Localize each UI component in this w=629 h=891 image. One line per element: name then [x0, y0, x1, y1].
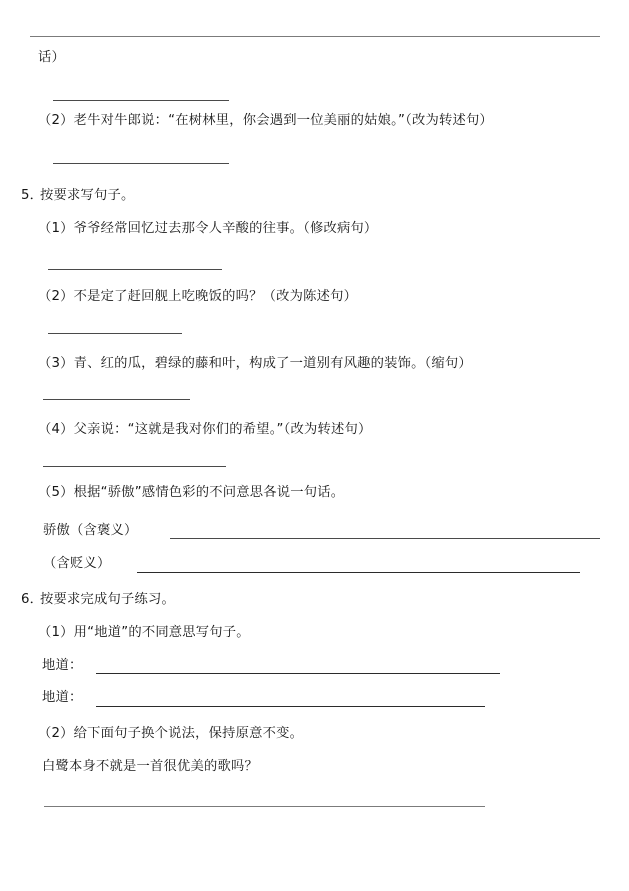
- q4-item-2-text: （2）老牛对牛郎说：“在树林里，你会遇到一位美丽的姑娘。”（改为转述句）: [38, 113, 493, 128]
- q6-didao-label-2: 地道：: [42, 690, 83, 705]
- answer-blank-didao-2[interactable]: [96, 706, 485, 707]
- q5-item-1-text: （1）爷爷经常回忆过去那令人辛酸的往事。（修改病句）: [38, 221, 378, 236]
- q6-title: 按要求完成句子练习。: [40, 592, 175, 607]
- answer-blank-commendatory[interactable]: [170, 538, 600, 539]
- answer-blank-q5-2[interactable]: [48, 333, 182, 334]
- answer-blank-q6-sentence[interactable]: [44, 806, 485, 807]
- q5-item-3-text: （3）青、红的瓜，碧绿的藤和叶，构成了一道别有风趣的装饰。（缩句）: [38, 356, 472, 371]
- q5-item-5-text: （5）根据“骄傲”感情色彩的不问意思各说一句话。: [38, 485, 345, 500]
- q6-item-1-text: （1）用“地道”的不同意思写句子。: [38, 625, 250, 640]
- q5-item-2-text: （2）不是定了赶回舰上吃晚饭的吗？（改为陈述句）: [38, 289, 358, 304]
- q6-sentence-text: 白鹭本身不就是一首很优美的歌吗？: [42, 759, 258, 774]
- answer-blank-q4-2[interactable]: [53, 163, 229, 164]
- q5-item-4-text: （4）父亲说：“这就是我对你们的希望。”（改为转述句）: [38, 422, 372, 437]
- answer-blank-q5-3[interactable]: [43, 399, 190, 400]
- header-divider-rule: [30, 36, 600, 37]
- answer-blank-didao-1[interactable]: [96, 673, 500, 674]
- q6-number: 6．: [21, 592, 44, 607]
- answer-blank-q5-4[interactable]: [43, 466, 226, 467]
- q6-didao-label-1: 地道：: [42, 658, 83, 673]
- q6-item-2-text: （2）给下面句子换个说法，保持原意不变。: [38, 726, 304, 741]
- q5-number: 5．: [21, 188, 44, 203]
- answer-blank-q5-1[interactable]: [48, 269, 222, 270]
- q5-title: 按要求写句子。: [40, 188, 135, 203]
- q5-commendatory-label: 骄傲（含褒义）: [43, 523, 138, 538]
- answer-blank-q4-1[interactable]: [53, 100, 229, 101]
- q5-derogatory-label: （含贬义）: [43, 556, 111, 571]
- continued-text: 话）: [38, 50, 65, 65]
- answer-blank-derogatory[interactable]: [137, 572, 580, 573]
